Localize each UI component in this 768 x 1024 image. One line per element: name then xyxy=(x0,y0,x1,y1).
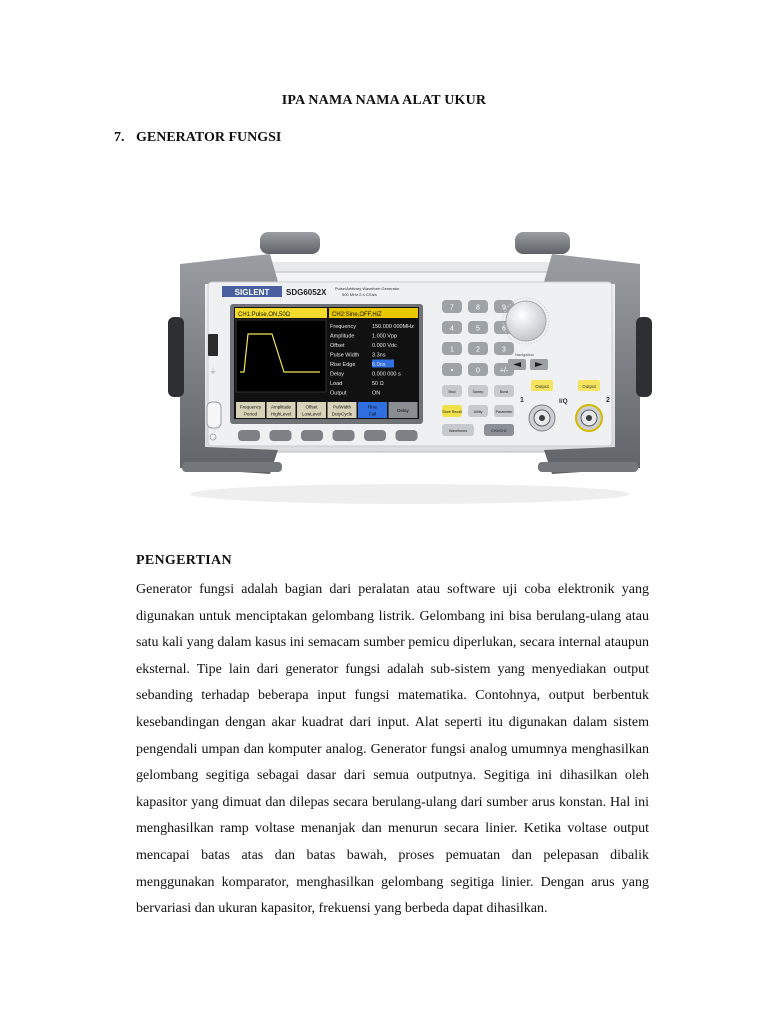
softkey-button[interactable] xyxy=(238,430,260,441)
param-label: Amplitude xyxy=(330,333,355,340)
brand-text: SIGLENT xyxy=(234,288,270,297)
subheading-pengertian: PENGERTIAN xyxy=(136,553,232,568)
param-value: 50 Ω xyxy=(372,381,384,387)
param-label: Offset xyxy=(330,343,345,349)
function-key-label: Sweep xyxy=(472,390,484,394)
function-key-label: Parameter xyxy=(495,410,513,414)
softkey-bottom-text: DutyCycle xyxy=(331,411,353,417)
ch2-tab[interactable]: CH2:Sine,OFF,HiZ xyxy=(332,312,382,318)
channel-1-number: 1 xyxy=(520,397,524,404)
ch1-tab[interactable]: CH1:Pulse,ON,50Ω xyxy=(238,312,291,318)
function-key-label: Burst xyxy=(499,390,509,394)
keypad-key-label: 7 xyxy=(450,304,454,312)
keypad-key-label: 0 xyxy=(476,367,480,375)
keypad-key-label: 5 xyxy=(476,325,480,333)
param-value: 6.0ns xyxy=(372,362,386,368)
softkey-top-text: Amplitude xyxy=(270,404,292,410)
softkey-top-text: Delay xyxy=(397,408,409,413)
output-label-ch2: Output xyxy=(582,384,596,389)
param-value: 0.000 Vdc xyxy=(372,343,397,349)
output-label-ch1: Output xyxy=(535,384,549,389)
model-spec: 500 MHz 2.4 GSa/s xyxy=(342,292,377,297)
param-label: Rise Edge xyxy=(330,362,356,368)
keypad-key-label: 8 xyxy=(476,304,480,312)
keypad-key-label: 6 xyxy=(502,325,506,333)
rotary-knob[interactable] xyxy=(506,301,546,341)
section-heading xyxy=(114,130,281,146)
power-button[interactable] xyxy=(207,402,221,428)
function-key-label: Waveforms xyxy=(448,429,468,433)
softkey-button[interactable] xyxy=(364,430,386,441)
definition-paragraph: Generator fungsi adalah bagian dari peralatan atau software uji coba elektronik yang digunakan untuk menciptakan gelombang listrik. Gelombang ini bisa berulang-ulang atau satu kali yang dalam kasus ini semacam sumber pemicu diperlukan, secara internal ataupun eksternal. Tipe lain dari generator fungsi adalah sub-sistem yang menyediakan output sebanding terhadap beberapa input fungsi matematika. Contohnya, output berbentuk kesebandingan dengan akar kuadrat dari input. Alat seperti itu digunakan dalam sistem pengendali umpan dan komputer analog. Generator fungsi analog umumnya menghasilkan gelombang segitiga sebagai dasar dari semua outputnya. Segitiga ini dihasilkan oleh kapasitor yang dimuat dan dilepas secara berulang-ulang dari sumber arus konstan. Hal ini menghasilkan ramp voltase menanjak dan menurun secara linier. Ketika voltase output mencapai batas atas dan batas bawah, proses pemuatan dan pelepasan dibalik menggunakan komparator, menghasilkan gelombang segitiga linier. Dengan arus yang bervariasi dan ukuran kapasitor, frekuensi yang berbeda dapat dihasilkan. xyxy=(136,582,649,917)
param-label: Output xyxy=(330,390,347,397)
softkey-bottom-text: HighLevel xyxy=(270,411,292,417)
model-text: SDG6052X xyxy=(286,288,327,297)
function-key-label: Mod xyxy=(448,390,456,394)
keypad-key-label: +/- xyxy=(499,367,509,375)
softkey-top-text: PulWidth xyxy=(332,404,352,410)
softkey-button[interactable] xyxy=(333,430,355,441)
document-title: IPA NAMA NAMA ALAT UKUR xyxy=(281,93,487,108)
param-label: Frequency xyxy=(330,324,356,330)
softkey-bottom-text: Fall xyxy=(368,411,377,417)
param-label: Delay xyxy=(330,371,345,378)
keypad-key-label: 3 xyxy=(502,346,506,354)
softkey-button[interactable] xyxy=(396,430,418,441)
usb-icon: ⏚ xyxy=(209,367,217,376)
param-value: 0.000 000 s xyxy=(372,371,401,378)
model-caption: Pulse/Arbitrary Waveform Generator xyxy=(335,286,400,291)
softkey-top-text: Frequency xyxy=(239,404,262,410)
left-top-handle xyxy=(260,232,320,254)
param-value: 1.000 Vpp xyxy=(372,333,398,340)
softkey-top-text: Offset xyxy=(305,404,318,410)
softkey-bottom-text: Period xyxy=(243,411,258,417)
softkey-bottom-text: LowLevel xyxy=(301,411,322,417)
function-key-label: CH1/CH2 xyxy=(491,429,507,433)
channel-2-number: 2 xyxy=(606,397,610,404)
keypad-key-label: 4 xyxy=(450,325,454,333)
keypad-key-label: 9 xyxy=(502,304,506,312)
param-value: 150.000 000MHz xyxy=(372,324,414,330)
function-key-label: Utility xyxy=(473,410,483,414)
function-generator-image xyxy=(160,222,660,522)
keypad-key-label: 2 xyxy=(476,346,480,354)
right-top-handle xyxy=(515,232,570,254)
usb-port[interactable] xyxy=(208,334,218,356)
section-number: 7. xyxy=(114,130,125,145)
param-value: ON xyxy=(372,390,381,397)
softkey-button[interactable] xyxy=(270,430,292,441)
param-label: Load xyxy=(330,381,343,387)
softkey-button[interactable] xyxy=(301,430,323,441)
section-title: GENERATOR FUNGSI xyxy=(136,130,282,145)
param-value: 3.3ns xyxy=(372,352,386,359)
iq-label: I/Q xyxy=(559,398,568,405)
keypad-key-label: 1 xyxy=(450,346,454,354)
waveform-view xyxy=(236,320,326,392)
softkey-top-text: Rise xyxy=(367,404,378,410)
navigation-label: Navigation xyxy=(515,352,534,357)
keypad-key-label: • xyxy=(450,367,454,375)
param-label: Pulse Width xyxy=(330,352,360,359)
function-key-label: Store Recall xyxy=(442,410,462,414)
